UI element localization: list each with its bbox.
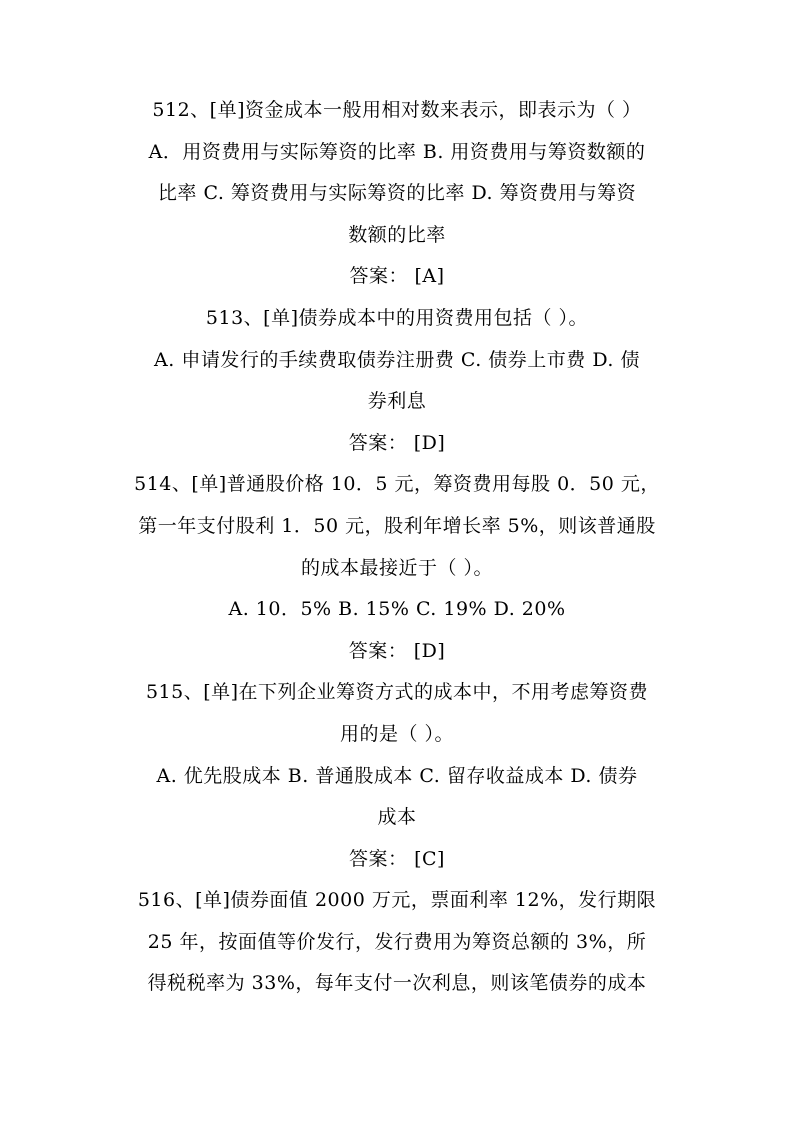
- q514-title-line-3: 的成本最接近于（ ）。: [300, 556, 494, 579]
- q515-answer: 答案： [C]: [349, 847, 445, 870]
- q512-answer: 答案： [A]: [349, 265, 445, 288]
- q514-options: A. 10．5% B. 15% C. 19% D. 20%: [228, 598, 566, 621]
- q513-options-line-1: A. 申请发行的手续费取债券注册费 C. 债券上市费 D. 债: [154, 348, 640, 371]
- q514-title-line-1: 514、[单]普通股价格 10．5 元，筹资费用每股 0．50 元，: [134, 473, 660, 496]
- q514-title-line-2: 第一年支付股利 1．50 元，股利年增长率 5%，则该普通股: [138, 514, 656, 537]
- question-text: [118, 90, 676, 1005]
- q514-answer: 答案： [D]: [348, 639, 446, 662]
- q513-title: 513、[单]债券成本中的用资费用包括（ ）。: [205, 306, 589, 329]
- q512-options-line-2: 比率 C. 筹资费用与实际筹资的比率 D. 筹资费用与筹资: [157, 182, 637, 205]
- q512-options-line-3: 数额的比率: [348, 223, 446, 246]
- q516-title-line-1: 516、[单]债券面值 2000 万元，票面利率 12%，发行期限: [137, 889, 657, 912]
- q515-title-line-1: 515、[单]在下列企业筹资方式的成本中，不用考虑筹资费: [145, 681, 649, 704]
- q515-options-line-2: 成本: [377, 806, 417, 829]
- q516-title-line-2: 25 年，按面值等价发行，发行费用为筹资总额的 3%，所: [147, 930, 647, 953]
- q512-options-line-1: A．用资费用与实际筹资的比率 B. 用资费用与筹资数额的: [148, 140, 646, 163]
- q513-options-line-2: 券利息: [367, 390, 427, 413]
- q513-answer: 答案： [D]: [348, 431, 446, 454]
- q515-options-line-1: A. 优先股成本 B. 普通股成本 C. 留存收益成本 D. 债券: [156, 764, 638, 787]
- q516-title-line-3: 得税税率为 33%，每年支付一次利息，则该笔债券的成本: [147, 972, 647, 995]
- q515-title-line-2: 用的是（ ）。: [339, 722, 455, 745]
- q512-title: 512、[单]资金成本一般用相对数来表示，即表示为（ ）: [152, 99, 642, 121]
